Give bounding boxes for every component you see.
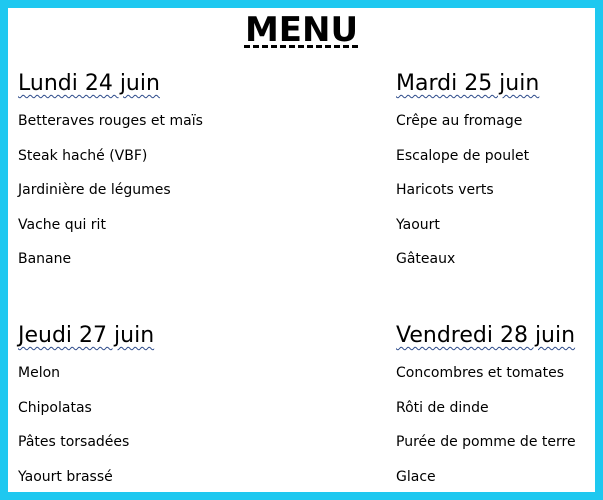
dish-item: Melon (18, 365, 61, 381)
dish-item: Chipolatas (18, 399, 92, 416)
dish-item: Haricots verts (396, 182, 494, 198)
menu-page (8, 8, 595, 492)
dish-list (396, 364, 595, 486)
dish-item: Crêpe au fromage (396, 113, 523, 129)
menu-title: MENU (244, 10, 359, 50)
dish-item: Yaourt (396, 216, 440, 233)
day-thursday (18, 322, 238, 492)
day-tuesday (396, 70, 595, 285)
dish-item: Purée de pomme de terre (396, 434, 576, 450)
day-friday (396, 322, 595, 492)
day-title: Lundi 24 juin (18, 71, 160, 96)
day-monday (18, 70, 238, 285)
dish-item: Banane (18, 251, 72, 267)
dish-item: Glace (396, 468, 436, 485)
dish-item: Vache qui rit (18, 216, 106, 233)
dish-item: Yaourt brassé (18, 468, 113, 485)
dish-item: Rôti de dinde (396, 399, 489, 416)
dish-item: Steak haché (VBF) (18, 147, 148, 164)
dish-item: Gâteaux (396, 251, 456, 267)
dish-list (396, 112, 595, 268)
dish-list (18, 364, 238, 486)
day-title: Mardi 25 juin (396, 71, 540, 96)
day-title: Jeudi 27 juin (18, 323, 155, 348)
dish-item: Betteraves rouges et maïs (18, 113, 203, 129)
dish-item: Pâtes torsadées (18, 434, 130, 450)
dish-item: Escalope de poulet (396, 147, 530, 164)
dish-item: Concombres et tomates (396, 365, 565, 381)
day-title: Vendredi 28 juin (396, 323, 576, 348)
dish-item: Jardinière de légumes (18, 182, 171, 198)
dish-list (18, 112, 238, 268)
